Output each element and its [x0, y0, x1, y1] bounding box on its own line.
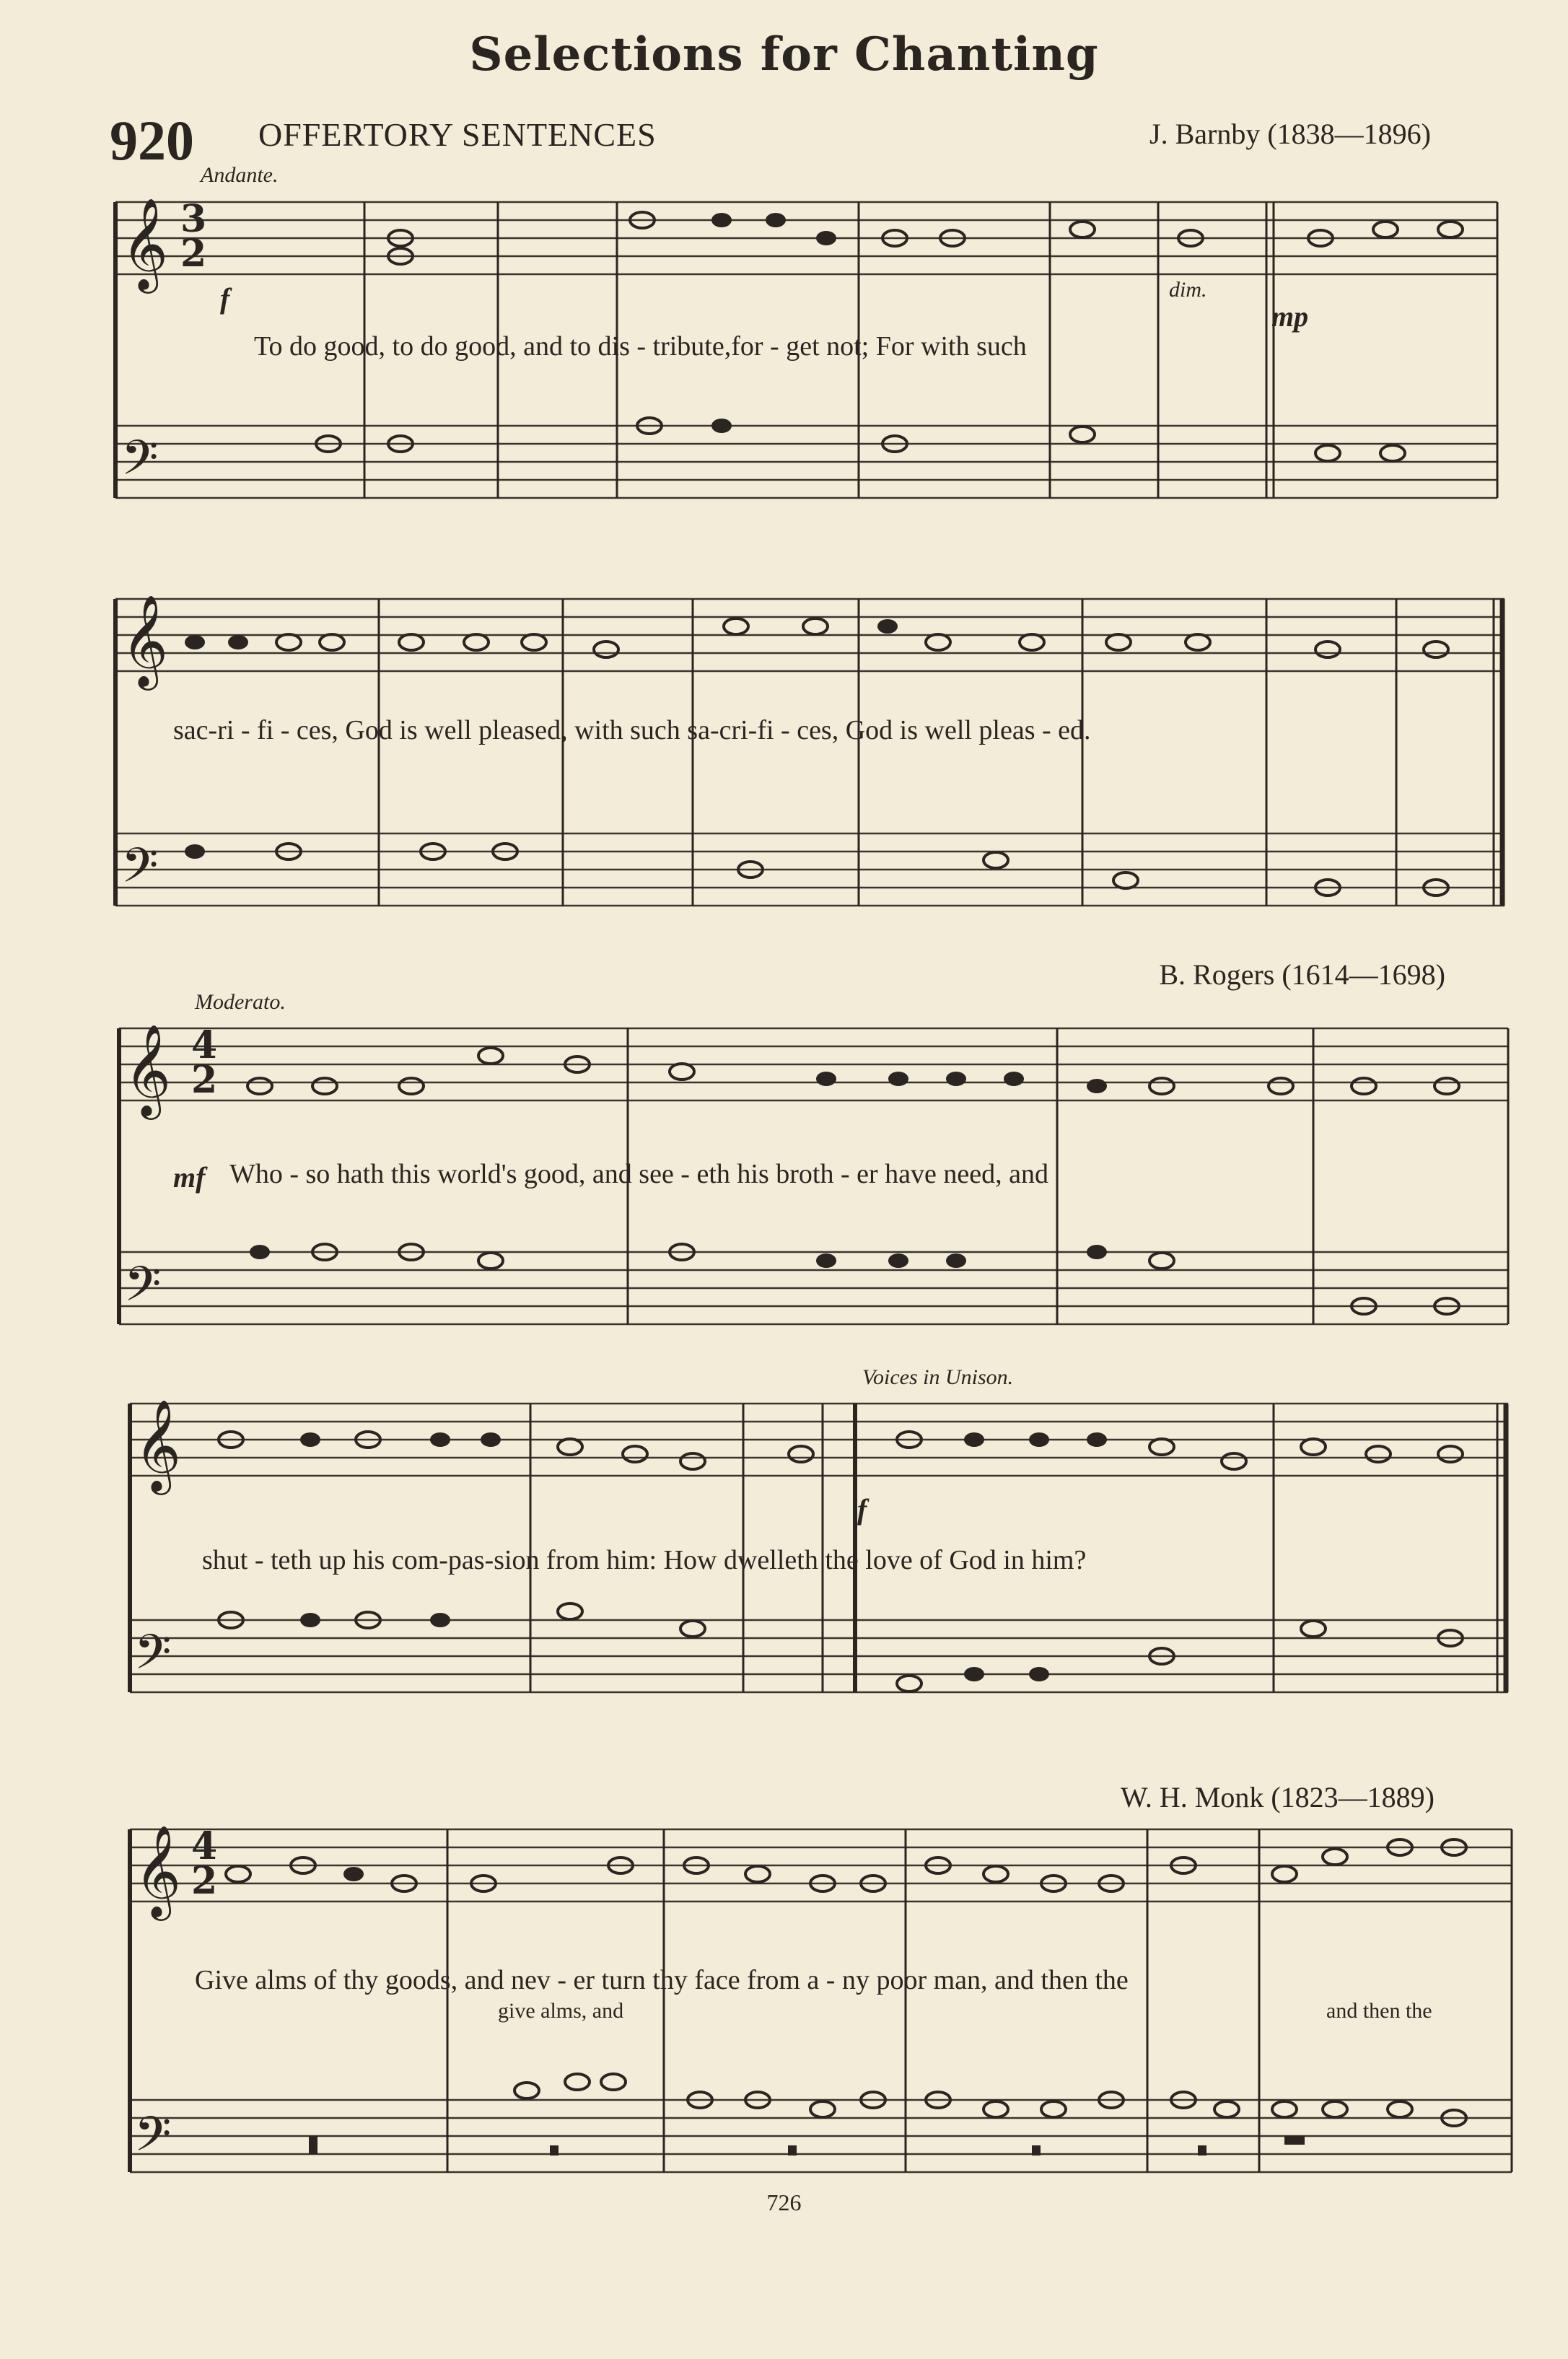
- lyrics-small-left: give alms, and: [498, 1999, 624, 2023]
- lyrics-line-2: sac-ri - fi - ces, God is well pleased, with such sa-cri-fi - ces, God is well pleas - ed.: [173, 715, 1091, 745]
- dynamic-mf: mf: [173, 1161, 206, 1194]
- svg-text:𝄢: 𝄢: [134, 1624, 172, 1691]
- tempo-moderato: Moderato.: [195, 990, 286, 1014]
- page-title: Selections for Chanting: [469, 27, 1099, 82]
- treble-clef-icon: 𝄞: [121, 197, 169, 289]
- composer-monk: W. H. Monk (1823—1889): [1120, 1781, 1435, 1813]
- svg-text:𝄢: 𝄢: [134, 2106, 172, 2174]
- lyrics-line-3: Who - so hath this world's good, and see - eth his broth - er have need, and: [229, 1159, 1048, 1189]
- dynamic-dim: dim.: [1169, 278, 1207, 302]
- hymn-heading: OFFERTORY SENTENCES: [258, 116, 657, 153]
- time-signature: 4 2: [191, 1824, 218, 1903]
- bass-clef-icon: 𝄢: [121, 430, 159, 497]
- svg-text:𝄞: 𝄞: [134, 1824, 182, 1917]
- lyrics-small-right: and then the: [1326, 1999, 1432, 2023]
- treble-staff: [115, 197, 1497, 276]
- composer-barnby: J. Barnby (1838—1896): [1149, 118, 1431, 150]
- lyrics-line-5: Give alms of thy goods, and nev - er turn thy face from a - ny poor man, and then the: [195, 1965, 1129, 1995]
- composer-rogers: B. Rogers (1614—1698): [1159, 958, 1445, 991]
- voices-in-unison-note: Voices in Unison.: [862, 1365, 1014, 1389]
- music-system-2: [0, 577, 1568, 924]
- lyrics-line-1: To do good, to do good, and to dis - tribute,for - get not; For with such: [254, 331, 1027, 362]
- svg-text:𝄞: 𝄞: [134, 1399, 182, 1491]
- dynamic-mp: mp: [1271, 300, 1309, 333]
- time-signature: 3 2: [180, 197, 207, 276]
- time-signature: 4 2: [191, 1023, 218, 1102]
- page-number: 726: [766, 2189, 802, 2215]
- svg-text:𝄞: 𝄞: [121, 594, 169, 686]
- lyrics-line-4: shut - teth up his com-pas-sion from him: How dwelleth the love of God in him?: [202, 1545, 1087, 1575]
- hymn-number: 920: [110, 109, 194, 172]
- tempo-andante: Andante.: [201, 163, 279, 187]
- svg-text:𝄢: 𝄢: [124, 1256, 162, 1323]
- svg-text:𝄢: 𝄢: [121, 838, 159, 905]
- dynamic-forte-unison: f: [857, 1493, 867, 1526]
- dynamic-forte: f: [220, 282, 230, 315]
- svg-text:𝄞: 𝄞: [124, 1023, 172, 1116]
